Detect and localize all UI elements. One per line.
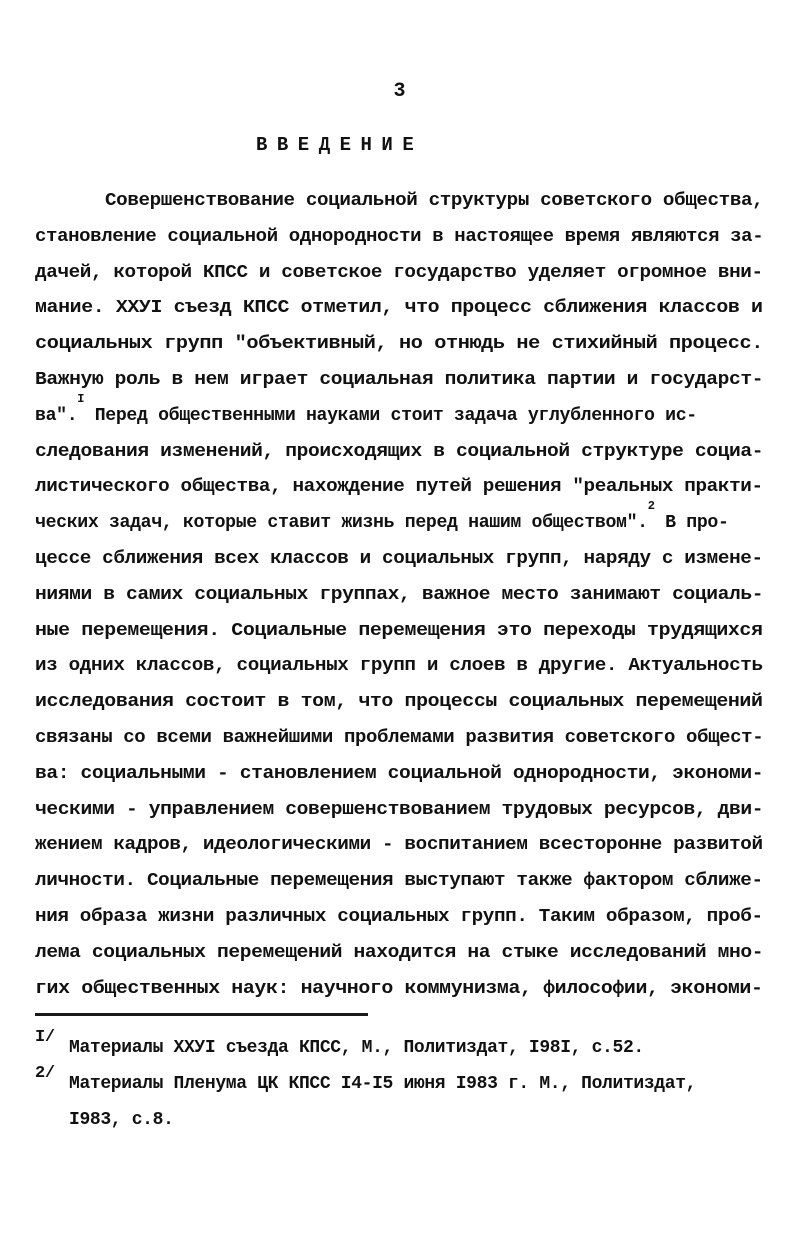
text-line-content: цессе сближения всех классов и социальных групп, наряду с измене- bbox=[35, 548, 763, 569]
footnote-2-continuation bbox=[35, 1102, 765, 1138]
text-line-content: В про- bbox=[665, 513, 729, 534]
footnotes bbox=[35, 1030, 765, 1138]
footnote-marker: 2/ bbox=[35, 1064, 55, 1083]
footnote-text: I983, с.8. bbox=[69, 1110, 174, 1130]
text-line bbox=[35, 256, 763, 292]
footnote-separator bbox=[35, 1013, 368, 1016]
text-line-content: связаны со всеми важнейшими проблемами развития советского общест- bbox=[35, 727, 764, 748]
text-line bbox=[35, 220, 763, 256]
text-line bbox=[35, 470, 763, 506]
text-line bbox=[35, 499, 763, 542]
text-line-content: лема социальных перемещений находится на стыке исследований мно- bbox=[35, 942, 764, 963]
text-line bbox=[35, 184, 763, 220]
text-line bbox=[35, 936, 763, 972]
text-line-content: личности. Социальные перемещения выступают также фактором сближе- bbox=[35, 871, 763, 892]
text-line-content: мание. XXУI съезд КПСС отметил, что процесс сближения классов и bbox=[35, 298, 763, 319]
text-line bbox=[35, 793, 763, 829]
section-heading: ВВЕДЕНИЕ bbox=[256, 134, 424, 156]
text-line bbox=[35, 649, 763, 685]
text-line-content: становление социальной однородности в настоящее время являются за- bbox=[35, 226, 764, 247]
text-line-content: ния образа жизни различных социальных групп. Таким образом, проб- bbox=[35, 906, 763, 927]
text-line-content: ва: социальными - становлением социальной однородности, экономи- bbox=[35, 763, 764, 784]
text-line bbox=[35, 972, 763, 1008]
footnote-reference-2: 2 bbox=[647, 499, 655, 514]
text-line-content: исследования состоит в том, что процессы социальных перемещений bbox=[35, 692, 763, 713]
text-line bbox=[35, 757, 763, 793]
text-line bbox=[35, 363, 763, 399]
text-line bbox=[35, 721, 763, 757]
text-line bbox=[35, 578, 763, 614]
text-line-content: Перед общественными науками стоит задача углубленного ис- bbox=[94, 405, 697, 426]
text-line-content: дачей, которой КПСС и советское государство уделяет огромное вни- bbox=[35, 262, 763, 283]
text-line-content: ческими - управлением совершенствованием трудовых ресурсов, дви- bbox=[35, 799, 764, 820]
footnote-text: Материалы XXУI съезда КПСС, М., Политиздат, I98I, с.52. bbox=[69, 1038, 644, 1058]
text-line-content: ниями в самих социальных группах, важное место занимают социаль- bbox=[35, 584, 764, 605]
text-line-content: ные перемещения. Социальные перемещения это переходы трудящихся bbox=[35, 620, 763, 641]
footnote-text: Материалы Пленума ЦК КПСС I4-I5 июня I983 г. М., Политиздат, bbox=[69, 1074, 697, 1094]
text-line bbox=[35, 542, 763, 578]
footnote-marker: I/ bbox=[35, 1028, 55, 1047]
page-number: 3 bbox=[393, 80, 406, 103]
text-line bbox=[35, 900, 763, 936]
text-line-content: жением кадров, идеологическими - воспитанием всесторонне развитой bbox=[35, 835, 763, 856]
text-line-content: ва". bbox=[35, 405, 78, 426]
text-line bbox=[35, 614, 763, 650]
text-line bbox=[35, 435, 763, 471]
text-line-content: Совершенствование социальной структуры советского общества, bbox=[105, 191, 764, 211]
text-line bbox=[35, 291, 763, 327]
text-line bbox=[35, 391, 763, 435]
text-line-content: Важную роль в нем играет социальная политика партии и государст- bbox=[35, 369, 764, 390]
text-line-content: гих общественных наук: научного коммунизма, философии, экономи- bbox=[35, 978, 763, 999]
footnote-1 bbox=[35, 1030, 765, 1066]
footnote-2 bbox=[35, 1066, 765, 1102]
text-line bbox=[35, 685, 763, 721]
text-line-content: ческих задач, которые ставит жизнь перед нашим обществом". bbox=[35, 513, 648, 534]
body-text bbox=[35, 184, 763, 1007]
text-line bbox=[35, 327, 763, 363]
footnote-reference-1: I bbox=[77, 391, 85, 406]
text-line-content: социальных групп "объективный, но отнюдь не стихийный процесс. bbox=[35, 334, 764, 355]
text-line-content: следования изменений, происходящих в социальной структуре социа- bbox=[35, 441, 764, 462]
text-line-content: из одних классов, социальных групп и слоев в другие. Актуальность bbox=[35, 656, 763, 677]
text-line-content: листического общества, нахождение путей решения "реальных практи- bbox=[35, 477, 763, 498]
text-line bbox=[35, 828, 763, 864]
text-line bbox=[35, 864, 763, 900]
